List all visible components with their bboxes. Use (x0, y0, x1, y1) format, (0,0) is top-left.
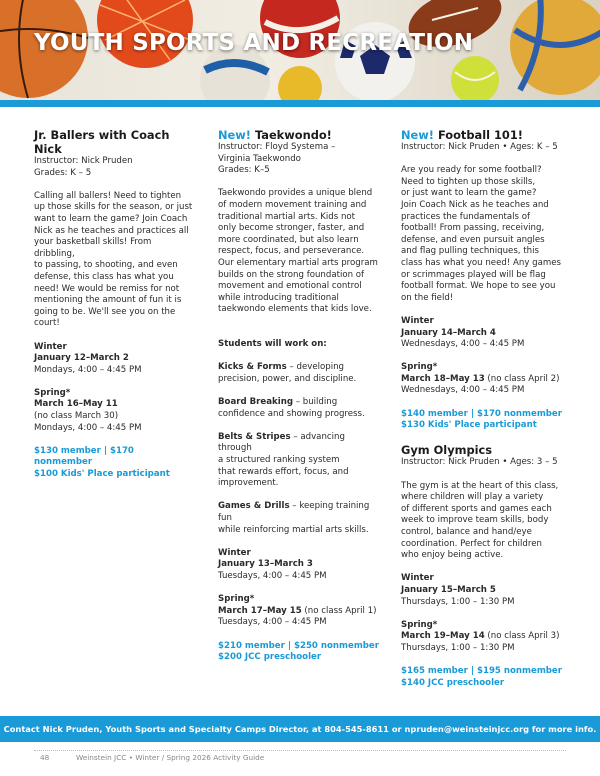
description-line: where children will play a variety (401, 492, 544, 503)
winter-dates: January 12–March 2 (34, 353, 129, 364)
work-on-heading: Students will work on: (218, 339, 327, 350)
class-title (218, 128, 380, 142)
spring-dates: March 17–May 15 (218, 605, 302, 616)
class-title: Jr. Ballers with Coach Nick (34, 128, 170, 156)
skill-text: while reinforcing martial arts skills. (218, 524, 369, 535)
skill-text: – developing (286, 362, 345, 373)
spring-label: Spring* (34, 387, 71, 398)
spring-time: Mondays, 4:00 – 4:45 PM (34, 422, 142, 433)
gym-description (401, 481, 567, 562)
description-line: respect, focus, and perseverance. (218, 246, 365, 257)
description-line: while introducing traditional (218, 292, 339, 303)
description-line: need! We would be remiss for not (34, 283, 180, 294)
description-line: control, balance and hand/eye (401, 527, 532, 537)
description-line: The gym is at the heart of this class, (401, 480, 559, 491)
description-line: traditional martial arts. Kids not (218, 211, 356, 222)
description-line: Are you ready for some football? (401, 165, 542, 176)
price-member: $210 member | $250 nonmember (218, 640, 379, 651)
price-participant: $100 Kids' Place participant (34, 469, 170, 480)
skill-kicks (218, 362, 380, 374)
skill-text: – advancing through (218, 431, 345, 454)
description-line: going to be. We'll see you on the (34, 306, 176, 317)
description-line: or just want to learn the game? (401, 188, 537, 199)
description-line: football format. We hope to see you (401, 281, 556, 292)
gym-price-preschooler: $140 JCC preschooler (401, 677, 505, 688)
skill-games (218, 501, 380, 524)
spring-dates: March 16–May 11 (34, 399, 118, 410)
description-line: builds on the strong foundation of (218, 269, 365, 280)
class-title-text: Taekwondo! (254, 128, 332, 142)
skill-heading: Games & Drills (218, 501, 290, 512)
winter-label: Winter (218, 547, 251, 558)
description-line: class has what you need! Any games (401, 257, 562, 268)
skill-board (218, 397, 380, 409)
winter-label: Winter (401, 315, 434, 326)
price-participant: $130 Kids' Place participant (401, 420, 537, 431)
description-line: court! (34, 318, 60, 329)
description-line: defense, this class has what you (34, 271, 174, 282)
grades: Grades: K–5 (218, 165, 270, 176)
skill-belts (218, 432, 380, 455)
hero-banner (0, 0, 600, 100)
gym-spring-dates-line (401, 631, 567, 643)
description-line: movement and emotional control (218, 281, 362, 292)
skill-text: – building (292, 397, 338, 408)
column-jr-ballers (34, 128, 194, 481)
new-badge: New! (401, 128, 434, 142)
description-line: who enjoy being active. (401, 550, 504, 561)
spring-label: Spring* (401, 362, 438, 373)
skill-text: that rewards effort, focus, and (218, 466, 349, 477)
gym-spring-label: Spring* (401, 619, 438, 630)
description-line: Join Coach Nick as he teaches and (401, 199, 549, 210)
winter-label: Winter (34, 341, 67, 352)
description-line: on the field! (401, 292, 454, 303)
footer-divider (34, 750, 566, 751)
description-line: week to improve team skills, body (401, 515, 549, 526)
price-member: $130 member | $170 nonmember (34, 445, 134, 468)
skill-heading: Kicks & Forms (218, 362, 287, 373)
description-line: to passing, to shooting, and even (34, 260, 178, 271)
instructor-line-2: Virginia Taekwondo (218, 153, 301, 164)
gym-instructor: Instructor: Nick Pruden • Ages: 3 – 5 (401, 457, 558, 468)
winter-dates: January 13–March 3 (218, 559, 313, 570)
header-accent-bar (0, 100, 600, 107)
spring-dates-line (401, 374, 567, 386)
winter-time: Mondays, 4:00 – 4:45 PM (34, 364, 142, 375)
spring-time: Wednesdays, 4:00 – 4:45 PM (401, 385, 525, 396)
description-line: and flag pulling techniques, this (401, 246, 539, 257)
description-line: up those skills for the season, or just (34, 202, 193, 213)
spring-dates: March 18–May 13 (401, 373, 485, 384)
instructor: Instructor: Nick Pruden • Ages: K – 5 (401, 142, 558, 152)
description-line: want to learn the game? Join Coach (34, 213, 188, 224)
gym-spring-time: Thursdays, 1:00 – 1:30 PM (401, 642, 515, 653)
skill-text: a structured ranking system (218, 455, 340, 466)
description-line: practices the fundamentals of (401, 211, 531, 222)
skill-text: improvement. (218, 478, 279, 489)
spring-time: Tuesdays, 4:00 – 4:45 PM (218, 617, 327, 628)
description-line: of different sports and games each (401, 503, 552, 514)
contact-bar: Contact Nick Pruden, Youth Sports and Specialty Camps Director, at 804-545-8611 or npruden@weinsteinjcc.org for more info. (0, 716, 600, 742)
spring-dates-line (218, 606, 380, 618)
class-title-text: Football 101! (437, 128, 523, 142)
gym-price-member: $165 member | $195 nonmember (401, 666, 562, 677)
description-line: only become stronger, faster, and (218, 223, 365, 234)
gym-winter-dates: January 15–March 5 (401, 584, 496, 595)
skill-text: – keeping training fun (218, 501, 370, 523)
price-preschooler: $200 JCC preschooler (218, 652, 322, 663)
description-line: more coordinated, but also learn (218, 234, 359, 245)
description-line: taekwondo elements that kids love. (218, 304, 372, 315)
description-line: or scrimmages played will be flag (401, 269, 546, 280)
price-member: $140 member | $170 nonmember (401, 408, 562, 419)
description (401, 165, 567, 304)
description-line: your basketball skills! From dribbling, (34, 237, 152, 259)
gym-winter-time: Thursdays, 1:00 – 1:30 PM (401, 596, 515, 607)
new-badge: New! (218, 128, 251, 142)
winter-dates: January 14–March 4 (401, 327, 496, 338)
description-line: mentioning the amount of fun it is (34, 295, 182, 306)
description (218, 188, 380, 316)
column-taekwondo (218, 128, 380, 664)
description-line: Need to tighten up those skills, (401, 176, 536, 187)
description-line: football! From passing, receiving, (401, 223, 545, 234)
spring-note: (no class March 30) (34, 411, 119, 422)
description-line: of modern movement training and (218, 199, 367, 210)
description-line: Our elementary martial arts program (218, 257, 378, 268)
page-title: YOUTH SPORTS AND RECREATION (34, 30, 474, 56)
gym-spring-dates: March 19–May 14 (401, 631, 485, 642)
skill-heading: Board Breaking (218, 397, 293, 408)
spring-note: (no class April 1) (301, 605, 377, 616)
spring-label: Spring* (218, 594, 255, 605)
grades: Grades: K – 5 (34, 167, 92, 178)
skill-text: confidence and showing progress. (218, 408, 365, 419)
column-football (401, 128, 567, 689)
spring-note: (no class April 2) (484, 373, 560, 384)
skill-text: precision, power, and discipline. (218, 373, 357, 384)
instructor-line-1: Instructor: Floyd Systema – (218, 142, 336, 152)
description-line: coordination. Perfect for children (401, 538, 542, 549)
guide-label: Weinstein JCC • Winter / Spring 2026 Activity Guide (76, 753, 265, 762)
description (34, 191, 194, 330)
description-line: Taekwondo provides a unique blend (218, 188, 373, 199)
description-line: Nick as he teaches and practices all (34, 225, 189, 236)
page-number: 48 (40, 753, 50, 762)
winter-time: Wednesdays, 4:00 – 4:45 PM (401, 339, 525, 350)
description-line: defense, and even pursuit angles (401, 234, 545, 245)
instructor: Instructor: Nick Pruden (34, 156, 133, 166)
class-title (401, 128, 567, 142)
skill-heading: Belts & Stripes (218, 431, 291, 442)
description-line: Calling all ballers! Need to tighten (34, 190, 182, 201)
gym-spring-note: (no class April 3) (484, 631, 560, 642)
winter-time: Tuesdays, 4:00 – 4:45 PM (218, 570, 327, 581)
gym-olympics-title: Gym Olympics (401, 443, 493, 458)
gym-winter-label: Winter (401, 573, 434, 584)
